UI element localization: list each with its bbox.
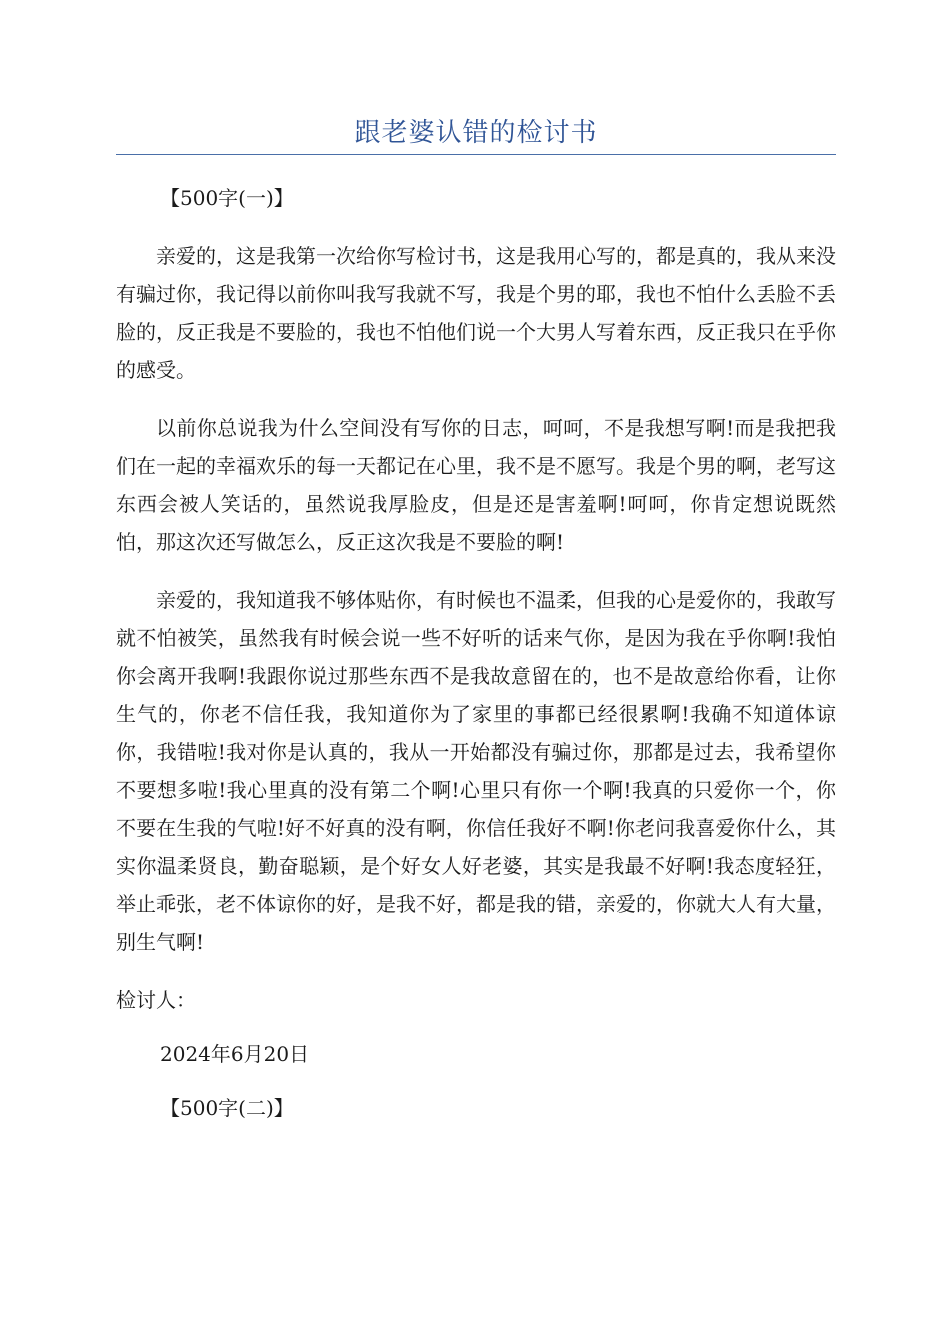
body-paragraph-2: 以前你总说我为什么空间没有写你的日志，呵呵，不是我想写啊!而是我把我们在一起的幸福欢乐的每一天都记在心里，我不是不愿写。我是个男的啊，老写这东西会被人笑话的，虽然说我厚脸皮，但是还是害羞啊!呵呵，你肯定想说既然怕，那这次还写做怎么，反正这次我是不要脸的啊! bbox=[116, 416, 836, 554]
body-paragraph-3: 亲爱的，我知道我不够体贴你，有时候也不温柔，但我的心是爱你的，我敢写就不怕被笑，虽然我有时候会说一些不好听的话来气你，是因为我在乎你啊!我怕你会离开我啊!我跟你说过那些东西不是我故意留在的，也不是故意给你看，让你生气的，你老不信任我，我知道你为了家里的事都已经很累啊!我确不知道体谅你，我错啦!我对你是认真的，我从一开始都没有骗过你，那都是过去，我希望你不要想多啦!我心里真的没有第二个啊!心里只有你一个啊!我真的只爱你一个，你不要在生我的气啦!好不好真的没有啊，你信任我好不啊!你老问我喜爱你什么，其实你温柔贤良，勤奋聪颖，是个好女人好老婆，其实是我最不好啊!我态度轻狂，举止乖张，老不体谅你的好，是我不好，都是我的错，亲爱的，你就大人有大量，别生气啊! bbox=[116, 588, 836, 954]
document-title: 跟老婆认错的检讨书 bbox=[354, 118, 598, 148]
title-underline bbox=[116, 154, 836, 155]
signer-label: 检讨人： bbox=[116, 988, 196, 1012]
section-heading-2: 【500字(二)】 bbox=[160, 1096, 294, 1120]
section-heading-1: 【500字(一)】 bbox=[160, 186, 294, 210]
body-paragraph-1: 亲爱的，这是我第一次给你写检讨书，这是我用心写的，都是真的，我从来没有骗过你，我记得以前你叫我写我就不写，我是个男的耶，我也不怕什么丢脸不丢脸的，反正我是不要脸的，我也不怕他们说一个大男人写着东西，反正我只在乎你的感受。 bbox=[116, 244, 836, 382]
signature-date: 2024年6月20日 bbox=[160, 1042, 310, 1066]
document-page bbox=[116, 0, 836, 1127]
